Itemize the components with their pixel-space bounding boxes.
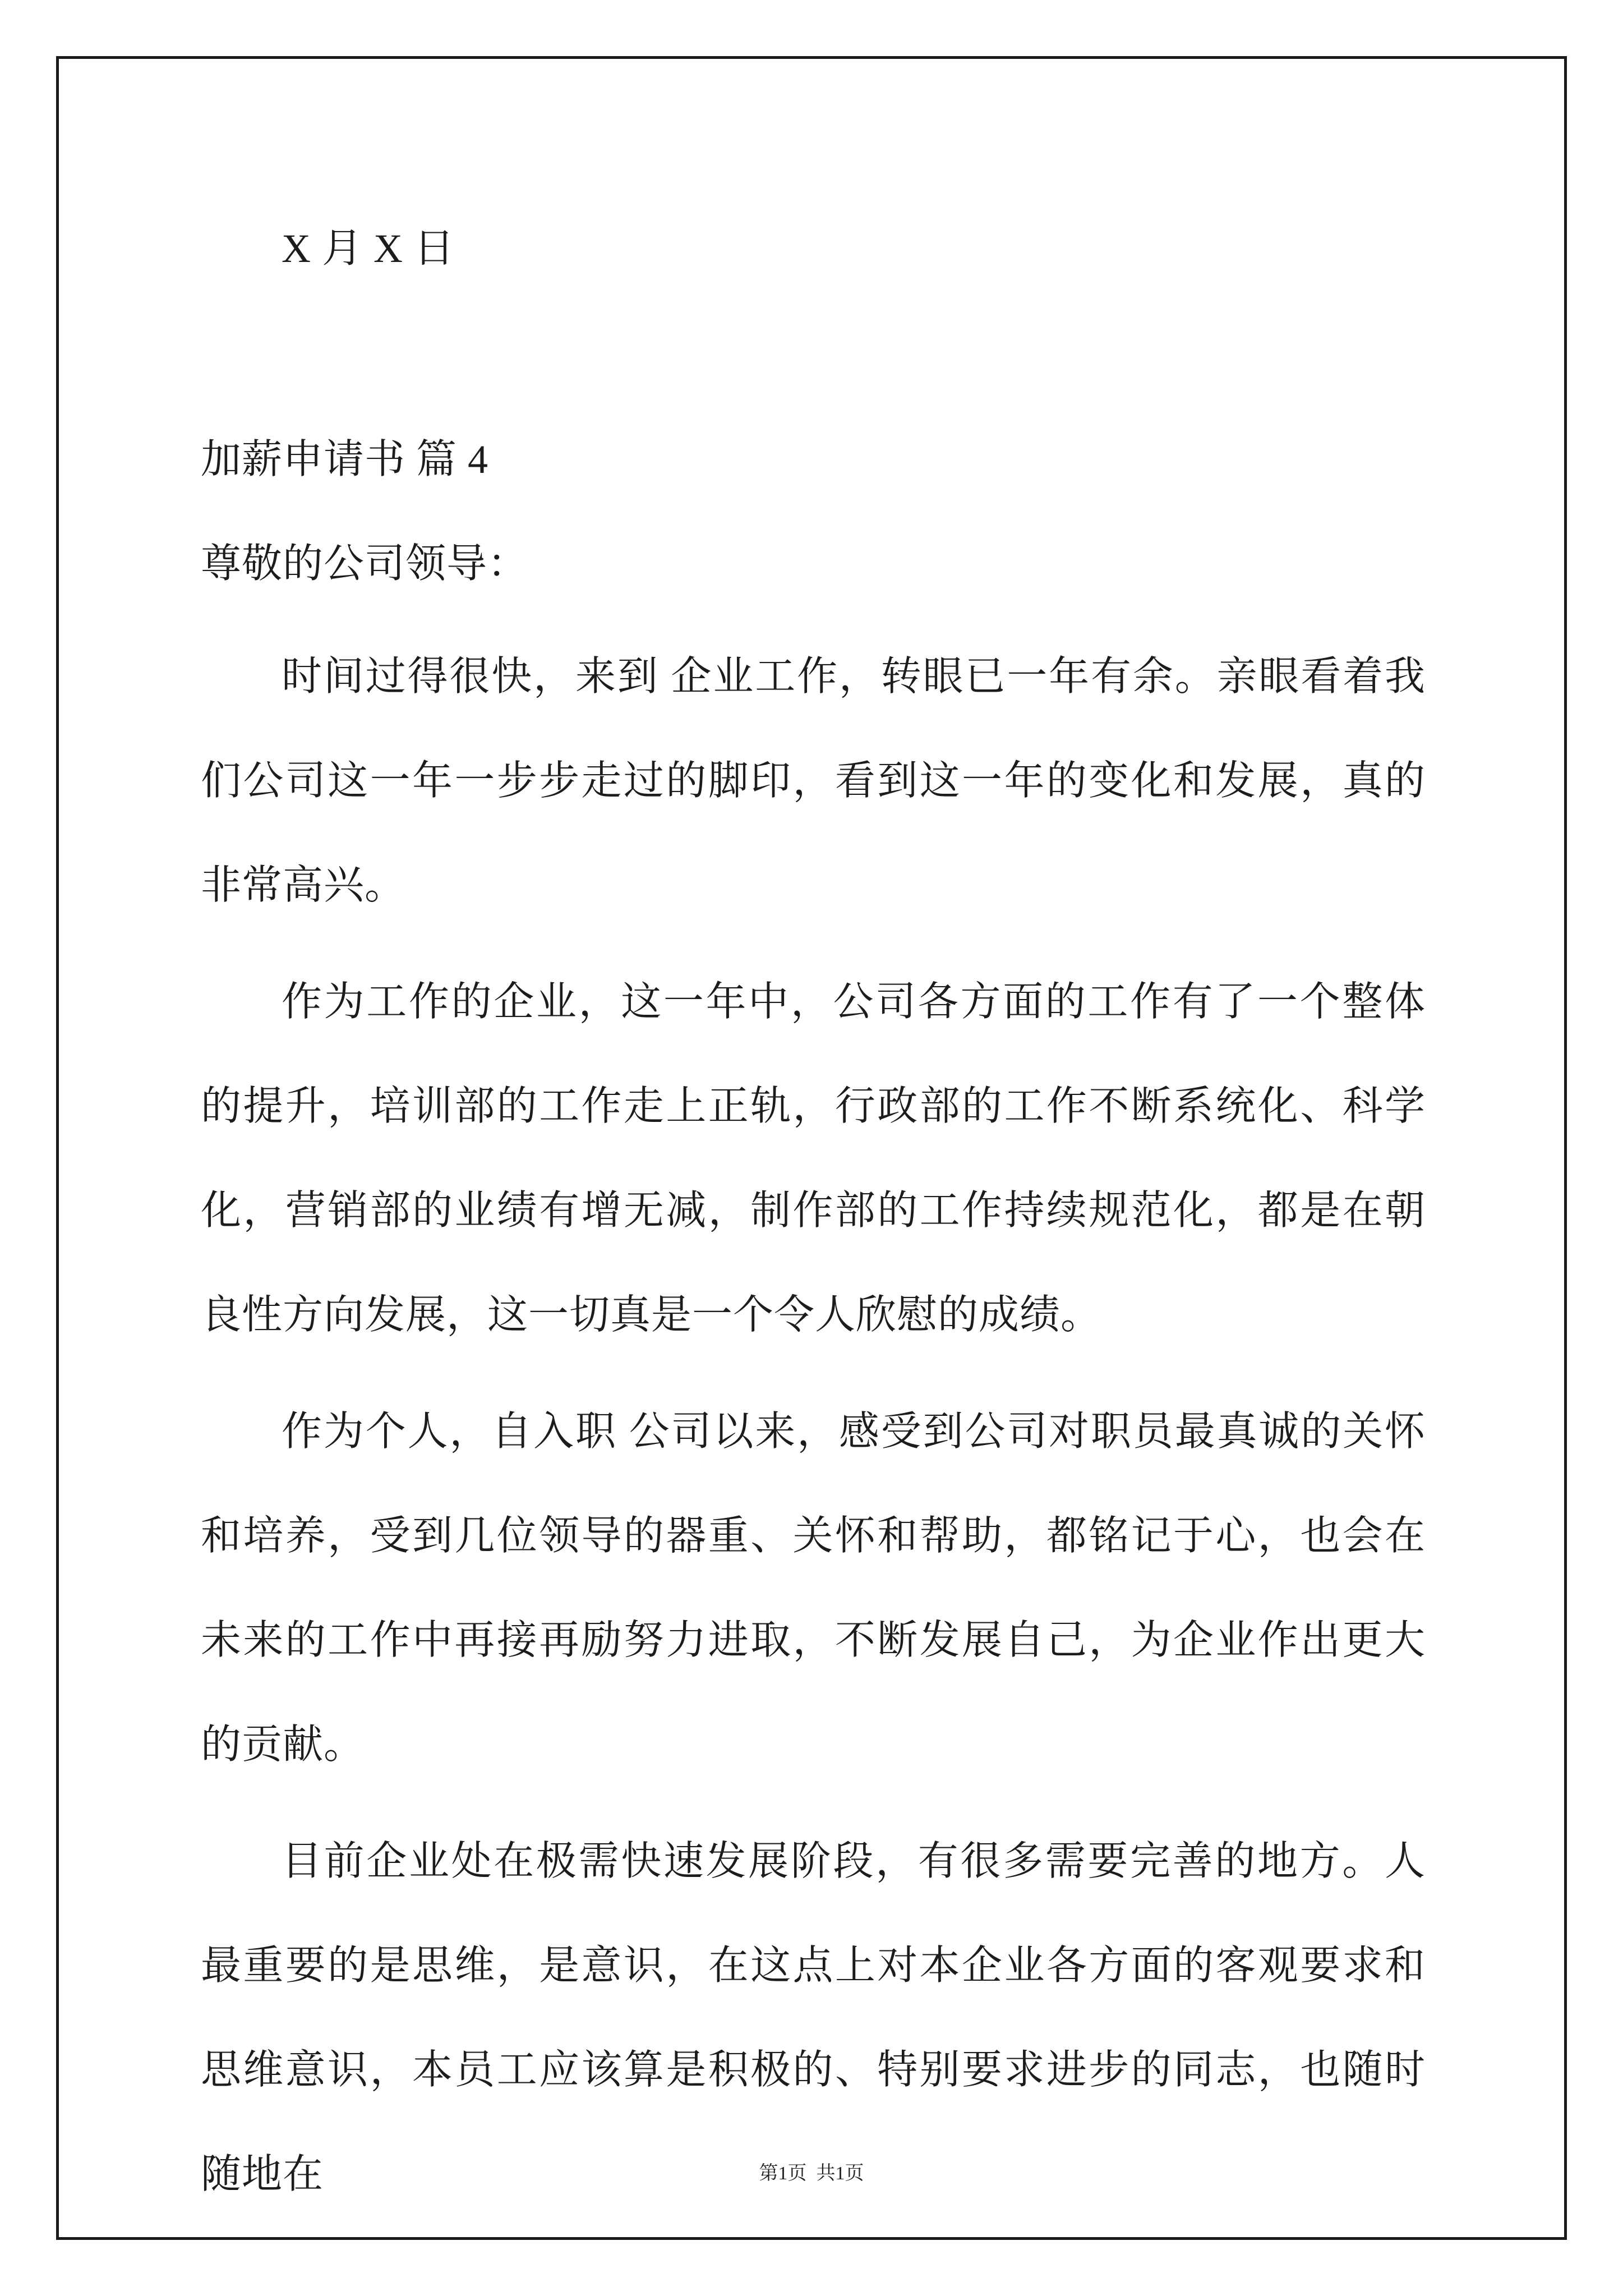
paragraph: 时间过得很快，来到 企业工作，转眼已一年有余。亲眼看着我们公司这一年一步步走过的脚印，看到这一年的变化和发展，真的非常高兴。: [201, 654, 1426, 908]
page-number-footer: 第1页 共1页: [759, 2163, 864, 2184]
document-title: 加薪申请书 篇 4: [201, 437, 489, 482]
paragraph: 作为工作的企业，这一年中，公司各方面的工作有了一个整体的提升，培训部的工作走上正轨，行政部的工作不断系统化、科学化，营销部的业绩有增无减，制作部的工作持续规范化，都是在朝良性方向发展，这一切真是一个令人欣慰的成绩。: [201, 979, 1426, 1337]
salutation: 尊敬的公司领导：: [201, 541, 529, 586]
paragraph: 目前企业处在极需快速发展阶段，有很多需要完善的地方。人最重要的是思维，是意识，在这点上对本企业各方面的客观要求和思维意识，本员工应该算是积极的、特别要求进步的同志，也随时随地在: [201, 1839, 1426, 2197]
date-line: X 月 X 日: [282, 226, 455, 271]
document-body: [201, 196, 1426, 2239]
paragraph: 作为个人，自入职 公司以来，感受到公司对职员最真诚的关怀和培养，受到几位领导的器重、关怀和帮助，都铭记于心，也会在未来的工作中再接再励努力进取，不断发展自己，为企业作出更大的贡献。: [201, 1409, 1426, 1767]
